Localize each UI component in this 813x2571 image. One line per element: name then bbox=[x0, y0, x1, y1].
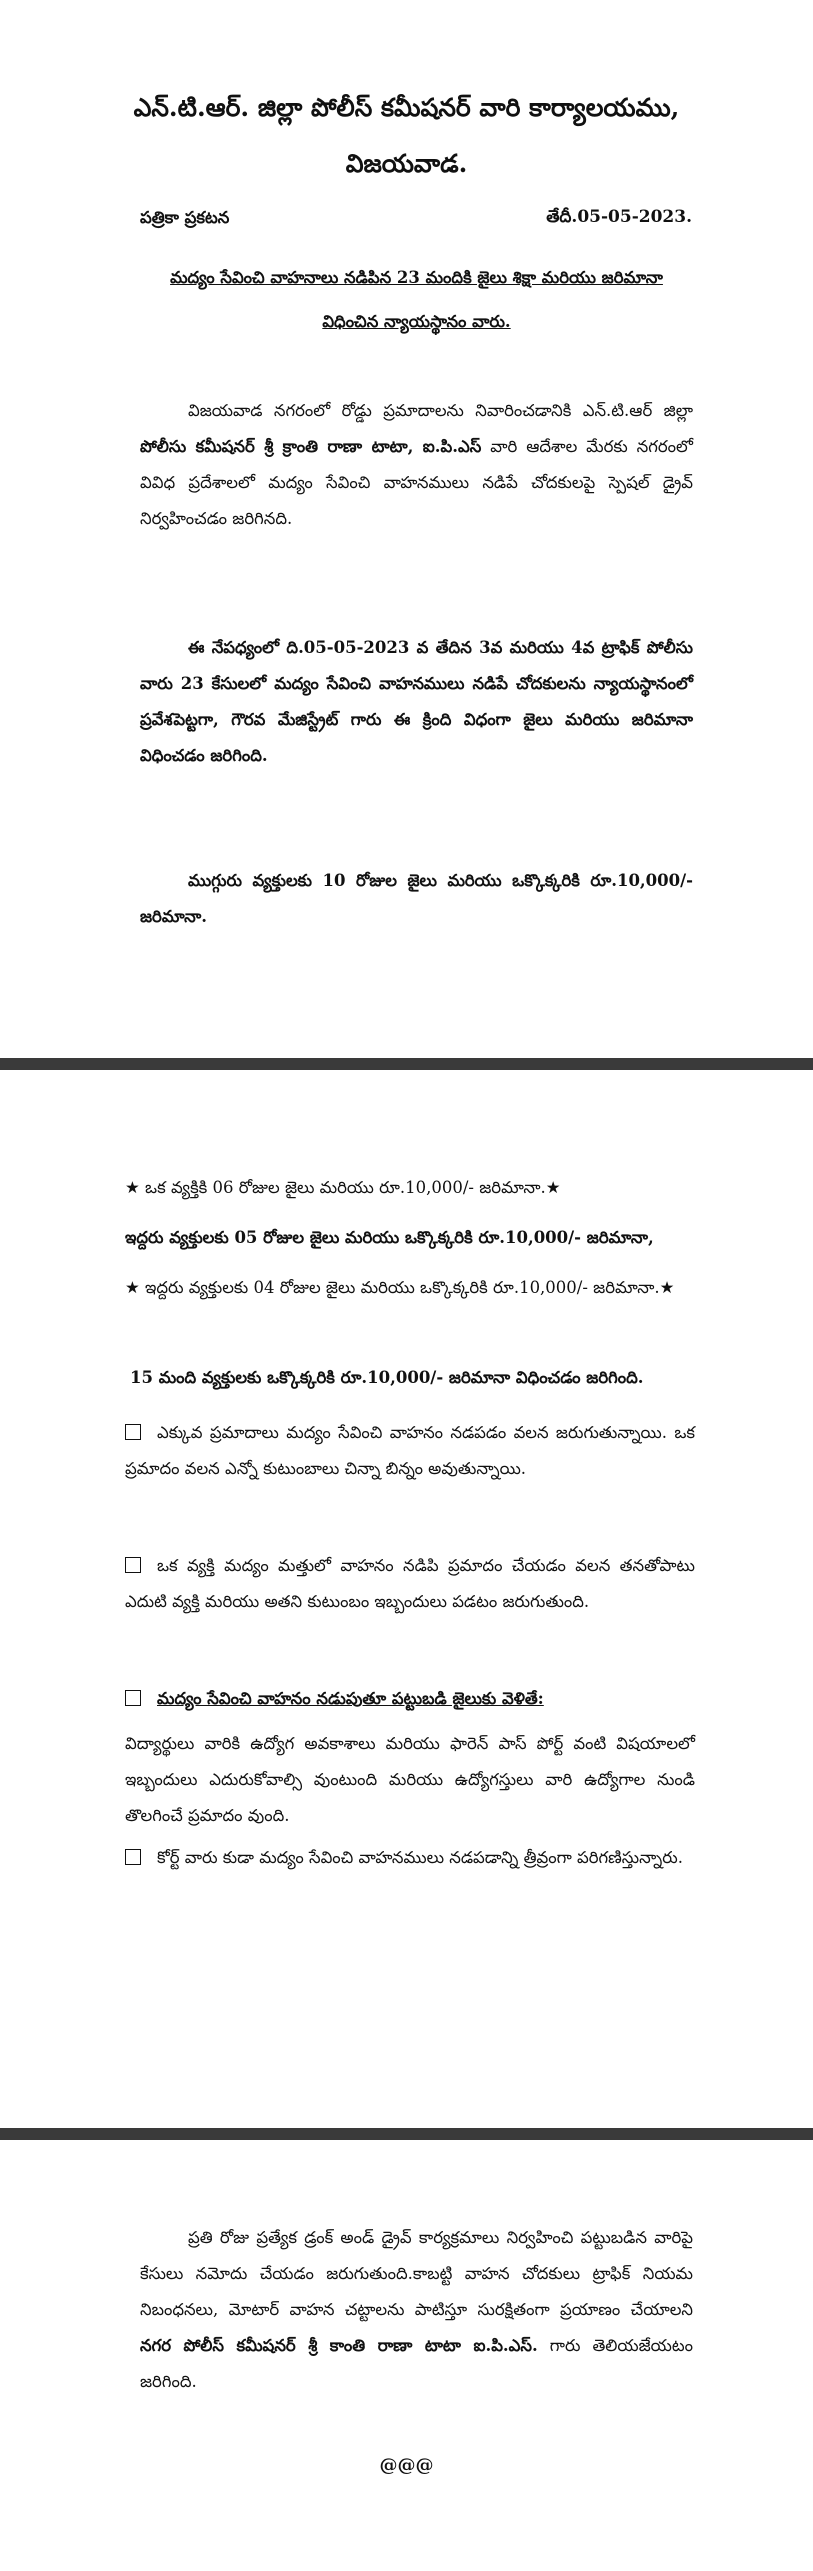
bullet-4 bbox=[125, 1840, 695, 1876]
paragraph-2: ఈ నేపధ్యంలో ది.05-05-2023 వ తేదిన 3వ మరియు 4వ ట్రాఫిక్ పోలీసు వారు 23 కేసులలో మద్యం సేవించి వాహనములు నడిపే చోదకులను న్యాయస్థానంలో ప్రవేశపెట్టగా, గౌరవ మేజిస్ట్రేట్ గారు ఈ క్రింది విధంగా జైలు మరియు జరిమానా విధించడం జరిగింది. bbox=[140, 638, 693, 765]
office-title bbox=[0, 80, 813, 192]
release-date: తేదీ.05-05-2023. bbox=[546, 207, 692, 227]
checkbox-icon bbox=[125, 1849, 141, 1865]
p1-text-c: వారి ఆదేశాల మేరకు నగరంలో వివిధ ప్రదేశాలలో మద్యం సేవించి వాహనములు నడిపే చోదకులపై స్పెషల్ డ్రైవ్ నిర్వహించడం జరిగినది. bbox=[140, 437, 693, 528]
closing-text-c: గారు తెలియజేయటం జరిగింది. bbox=[140, 2336, 693, 2391]
checkbox-icon bbox=[125, 1690, 141, 1706]
closing-commissioner: నగర పోలీస్ కమీషనర్ శ్రీ కాంతి రాణా టాటా ఐ.పి.ఎస్. bbox=[140, 2336, 538, 2355]
p1-text-a: విజయవాడ నగరంలో రోడ్డు ప్రమాదాలను నివారించడానికి ఎన్.టి.ఆర్ జిల్లా bbox=[188, 401, 693, 420]
bullet-3-head-text: మద్యం సేవించి వాహనం నడుపుతూ పట్టుబడి జైలుకు వెళితే: bbox=[157, 1689, 544, 1708]
bullet-3-body: విద్యార్థులు వారికి ఉద్యోగ అవకాశాలు మరియు ఫారెన్ పాస్ పోర్ట్ వంటి విషయాలలో ఇబ్బందులు ఎదురుకోవాల్సి వుంటుంది మరియు ఉద్యోగస్తులు వారి ఉద్యోగాల నుండి తొలగించే ప్రమాదం వుంది. bbox=[125, 1734, 695, 1825]
checkbox-icon bbox=[125, 1557, 141, 1573]
office-title-line1: ఎన్.టి.ఆర్. జిల్లా పోలీస్ కమీషనర్ వారి కార్యాలయము, bbox=[133, 93, 680, 122]
paragraph-1 bbox=[140, 393, 693, 537]
page-separator-2 bbox=[0, 2128, 813, 2140]
checkbox-icon bbox=[125, 1424, 141, 1440]
p1-commissioner: పోలీసు కమీషనర్ శ్రీ క్రాంతి రాణా టాటా, ఐ.పి.ఎస్ bbox=[140, 437, 482, 456]
page-3 bbox=[0, 2140, 813, 2571]
paragraph-3: ముగ్గురు వ్యక్తులకు 10 రోజుల జైలు మరియు ఒక్కొక్కరికి రూ.10,000/- జరిమానా. bbox=[140, 871, 693, 926]
sentence-4: 15 మంది వ్యక్తులకు ఒక్కొక్కరికి రూ.10,000/- జరిమానా విధించడం జరిగింది. bbox=[130, 1368, 644, 1387]
page-1 bbox=[0, 0, 813, 1058]
closing-text-a: ప్రతి రోజు ప్రత్యేక డ్రంక్ అండ్ డ్రైవ్ కార్యక్రమాలు నిర్వహించి పట్టుబడిన వారిపై కేసులు నమోదు చేయడం జరుగుతుంది.కాబట్టి వాహన చోదకులు ట్రాఫిక్ నియమ నిబంధనలు, మోటార్ వాహన చట్టాలను పాటిస్తూ సురక్షితంగా ప్రయాణం చేయాలని bbox=[140, 2228, 693, 2319]
page-separator-1 bbox=[0, 1058, 813, 1070]
bullet-1-text: ఎక్కువ ప్రమాదాలు మద్యం సేవించి వాహనం నడపడం వలన జరుగుతున్నాయి. ఒక ప్రమాదం వలన ఎన్నో కుటుంబాలు చిన్నా బిన్నం అవుతున్నాయి. bbox=[125, 1423, 695, 1478]
bullet-4-text: కోర్ట్ వారు కుడా మద్యం సేవించి వాహనములు నడపడాన్ని త్రీవ్రంగా పరిగణిస్తున్నారు. bbox=[157, 1848, 683, 1867]
bullet-2-text: ఒక వ్యక్తి మద్యం మత్తులో వాహనం నడిపి ప్రమాదం చేయడం వలన తనతోపాటు ఎదుటి వ్యక్తి మరియు అతని కుటుంబం ఇబ్బందులు పడటం జరుగుతుంది. bbox=[125, 1556, 695, 1611]
closing-paragraph bbox=[140, 2220, 693, 2400]
headline bbox=[140, 256, 693, 344]
bullet-2 bbox=[125, 1548, 695, 1620]
end-mark: @@@ bbox=[379, 2455, 434, 2476]
sentence-2: ఇద్దరు వ్యక్తులకు 05 రోజుల జైలు మరియు ఒక్కొక్కరికి రూ.10,000/- జరిమానా, bbox=[125, 1228, 654, 1247]
sentence-3: ★ ఇద్దరు వ్యక్తులకు 04 రోజుల జైలు మరియు ఒక్కొక్కరికి రూ.10,000/- జరిమానా.★ bbox=[125, 1278, 675, 1297]
headline-line1: మద్యం సేవించి వాహనాలు నడిపిన 23 మందికి జైలు శిక్షా మరియు జరిమానా bbox=[170, 268, 663, 287]
office-title-line2: విజయవాడ. bbox=[345, 149, 468, 178]
bullet-3-head bbox=[125, 1681, 695, 1717]
bullet-1 bbox=[125, 1415, 695, 1487]
press-release-label: పత్రికా ప్రకటన bbox=[140, 208, 230, 227]
headline-line2: విధించిన న్యాయస్థానం వారు. bbox=[322, 312, 511, 331]
page-2 bbox=[0, 1070, 813, 2128]
sentence-1: ★ ఒక వ్యక్తికి 06 రోజుల జైలు మరియు రూ.10,000/- జరిమానా.★ bbox=[125, 1178, 561, 1197]
